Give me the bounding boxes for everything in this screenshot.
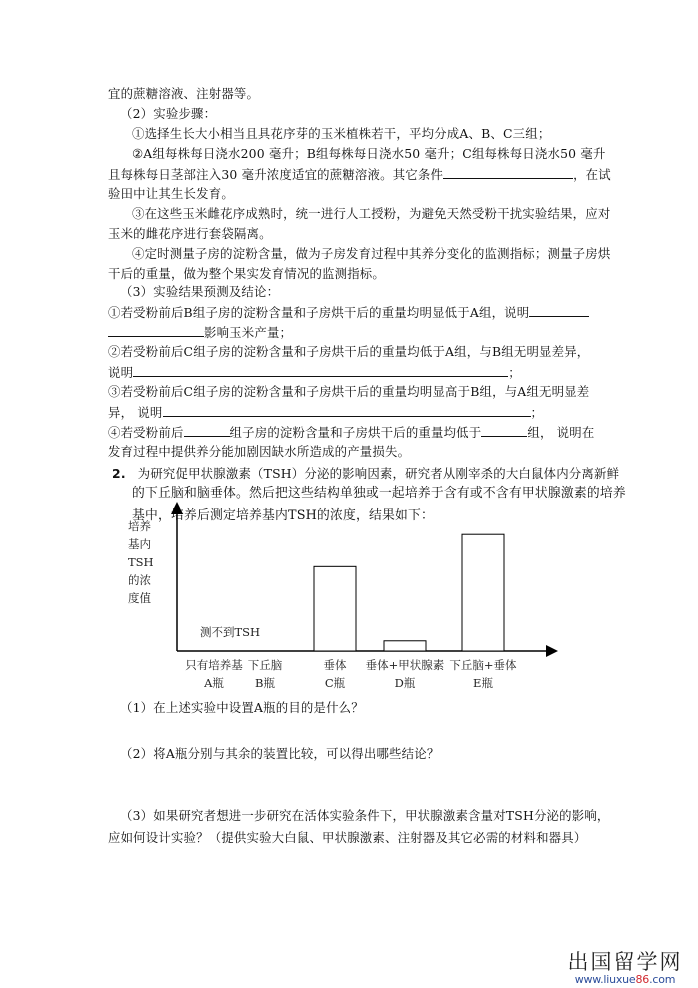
x-tick-sublabel: E瓶 [473,676,493,690]
url-highlight: 86 [635,973,650,986]
fill-in-blank[interactable] [133,364,508,377]
tsh-bar-chart [120,500,560,700]
text-line [108,404,543,421]
text-line: 宜的蔗糖溶液、注射器等。 [108,86,260,101]
x-tick-label: 下丘脑 [247,658,283,672]
url-prefix: www.liuxue [574,973,636,986]
fill-in-blank[interactable] [529,304,589,317]
text-line [108,304,589,321]
text-line: ③若受粉前后C组子房的淀粉含量和子房烘干后的重量均明显高于B组，与A组无明显差 [108,384,590,399]
question-number: 2. [112,466,126,481]
text-segment: ； [530,405,544,420]
sub-question-2: （2）将A瓶分别与其余的装置比较，可以得出哪些结论？ [120,746,440,761]
y-axis-label-line: 度值 [128,591,151,605]
text-line [108,364,521,381]
text-line [108,424,594,441]
fill-in-blank[interactable] [163,404,531,417]
text-line: ④定时测量子房的淀粉含量，做为子房发育过程中其养分变化的监测指标；测量子房烘 [132,246,611,261]
text-segment: 且每株每日茎部注入30 毫升浓度适宜的蔗糖溶液。其它条件 [108,167,444,182]
text-line [108,324,292,341]
y-axis-label-line: TSH [128,555,154,569]
text-segment: ； [508,365,521,380]
x-tick-label: 下丘脑+垂体 [449,658,517,672]
sub-question-3-cont: 应如何设计实验？（提供实验大白鼠、甲状腺激素、注射器及其它必需的材料和器具） [108,830,587,845]
fill-in-blank[interactable] [481,424,527,437]
watermark-logo [560,950,690,986]
y-axis-label-line: 的浓 [128,573,151,587]
watermark-title: 出国留学网 [567,950,683,974]
text-segment: ④若受粉前后 [108,425,184,440]
bar-D瓶 [384,641,426,651]
text-line: ③在这些玉米雌花序成熟时，统一进行人工授粉，为避免天然受粉干扰实验结果，应对 [132,206,611,221]
section-heading-steps: （2）实验步骤： [120,106,217,121]
x-tick-label: 垂体 [323,658,347,672]
url-suffix: .com [649,973,676,986]
text-line: 发育过程中提供养分能加剧因缺水所造成的产量损失。 [108,444,411,459]
fill-in-blank[interactable] [443,166,573,179]
section-heading-results: （3）实验结果预测及结论： [120,284,280,299]
text-segment: 异， 说明 [108,405,163,420]
fill-in-blank[interactable] [184,424,230,437]
text-segment: 说明 [108,365,134,380]
text-segment: 组， 说明在 [527,425,595,440]
text-segment: 组子房的淀粉含量和子房烘干后的重量均低于 [229,425,482,440]
x-axis-labels [185,658,517,690]
text-line: ②若受粉前后C组子房的淀粉含量和子房烘干后的重量均低于A组，与B组无明显差异， [108,344,590,359]
text-segment: 为研究促甲状腺激素（TSH）分泌的影响因素，研究者从刚宰杀的大白鼠体内分离新鲜 [137,466,620,481]
text-line [108,166,611,183]
text-segment: ①若受粉前后B组子房的淀粉含量和子房烘干后的重量均明显低于A组，说明 [108,305,530,320]
x-tick-sublabel: C瓶 [324,676,346,690]
text-line: ①选择生长大小相当且具花序芽的玉米植株若干，平均分成A、B、C三组； [132,126,551,141]
annotation-not-detected: 测不到TSH [200,625,261,639]
bar-E瓶 [462,534,504,651]
text-segment: 影响玉米产量； [204,325,293,340]
text-line: 基中，培养后测定培养基内TSH的浓度，结果如下： [132,508,434,523]
x-tick-sublabel: B瓶 [255,676,275,690]
sub-question-3: （3）如果研究者想进一步研究在活体实验条件下，甲状腺激素含量对TSH分泌的影响， [120,808,610,823]
x-tick-label: 垂体+甲状腺素 [365,658,445,672]
text-line: 干后的重量，做为整个果实发育情况的监测指标。 [108,266,385,281]
x-tick-sublabel: D瓶 [394,676,416,690]
text-segment: ，在试 [573,167,611,182]
watermark-url [560,974,690,986]
text-line: 玉米的雌花序进行套袋隔离。 [108,226,272,241]
text-line: ②A组每株每日浇水200 毫升；B组每株每日浇水50 毫升；C组每株每日浇水50 毫升 [132,146,606,161]
x-tick-sublabel: A瓶 [204,676,224,690]
question-2-intro [112,466,619,482]
y-axis-label-line: 基内 [128,537,151,551]
text-line: 验田中让其生长发育。 [108,186,234,201]
bars [314,534,504,651]
fill-in-blank[interactable] [108,324,204,337]
y-axis-label-line: 培养 [128,519,151,533]
bar-C瓶 [314,566,356,651]
x-tick-label: 只有培养基 [185,658,243,672]
sub-question-1: （1）在上述实验中设置A瓶的目的是什么？ [120,700,364,715]
y-axis-label [128,519,154,605]
text-line: 的下丘脑和脑垂体。然后把这些结构单独或一起培养于含有或不含有甲状腺激素的培养 [132,486,626,501]
